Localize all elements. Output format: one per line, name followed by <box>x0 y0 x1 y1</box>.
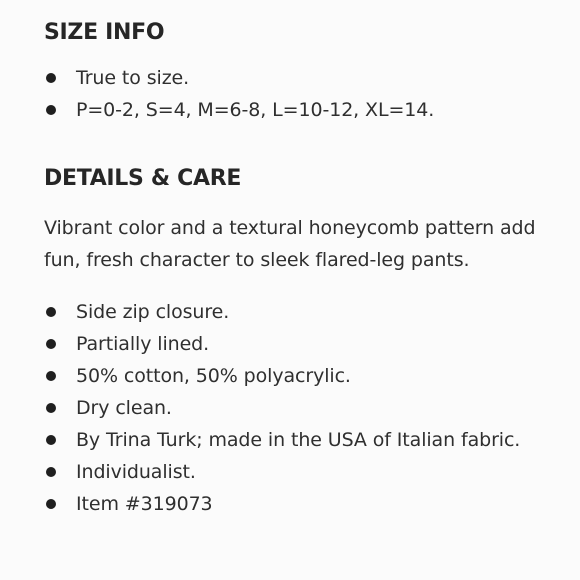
list-item <box>44 392 540 424</box>
list-item <box>44 296 540 328</box>
list-item <box>44 94 540 126</box>
list-item <box>44 488 540 520</box>
size-info-section <box>44 18 540 126</box>
list-item-text: Dry clean. <box>76 397 172 419</box>
list-item-text: Item #319073 <box>76 493 213 515</box>
list-item-text: By Trina Turk; made in the USA of Italian fabric. <box>76 429 521 451</box>
size-info-list <box>44 62 540 126</box>
list-item-text: P=0-2, S=4, M=6-8, L=10-12, XL=14. <box>76 99 435 121</box>
list-item-text: 50% cotton, 50% polyacrylic. <box>76 365 351 387</box>
bullet-dot-icon <box>46 339 56 349</box>
product-description: Vibrant color and a textural honeycomb pattern add fun, fresh character to sleek flared-leg pants. <box>44 217 536 271</box>
bullet-dot-icon <box>46 105 56 115</box>
bullet-dot-icon <box>46 435 56 445</box>
bullet-dot-icon <box>46 467 56 477</box>
list-item <box>44 328 540 360</box>
list-item <box>44 360 540 392</box>
list-item <box>44 62 540 94</box>
list-item <box>44 424 540 456</box>
details-care-list <box>44 296 540 520</box>
list-item <box>44 456 540 488</box>
details-care-heading: DETAILS & CARE <box>44 166 242 191</box>
size-info-heading: SIZE INFO <box>44 20 165 45</box>
bullet-dot-icon <box>46 499 56 509</box>
details-care-section <box>44 164 540 520</box>
bullet-dot-icon <box>46 403 56 413</box>
list-item-text: Side zip closure. <box>76 301 230 323</box>
bullet-dot-icon <box>46 73 56 83</box>
bullet-dot-icon <box>46 307 56 317</box>
list-item-text: True to size. <box>76 67 190 89</box>
list-item-text: Individualist. <box>76 461 196 483</box>
list-item-text: Partially lined. <box>76 333 210 355</box>
bullet-dot-icon <box>46 371 56 381</box>
